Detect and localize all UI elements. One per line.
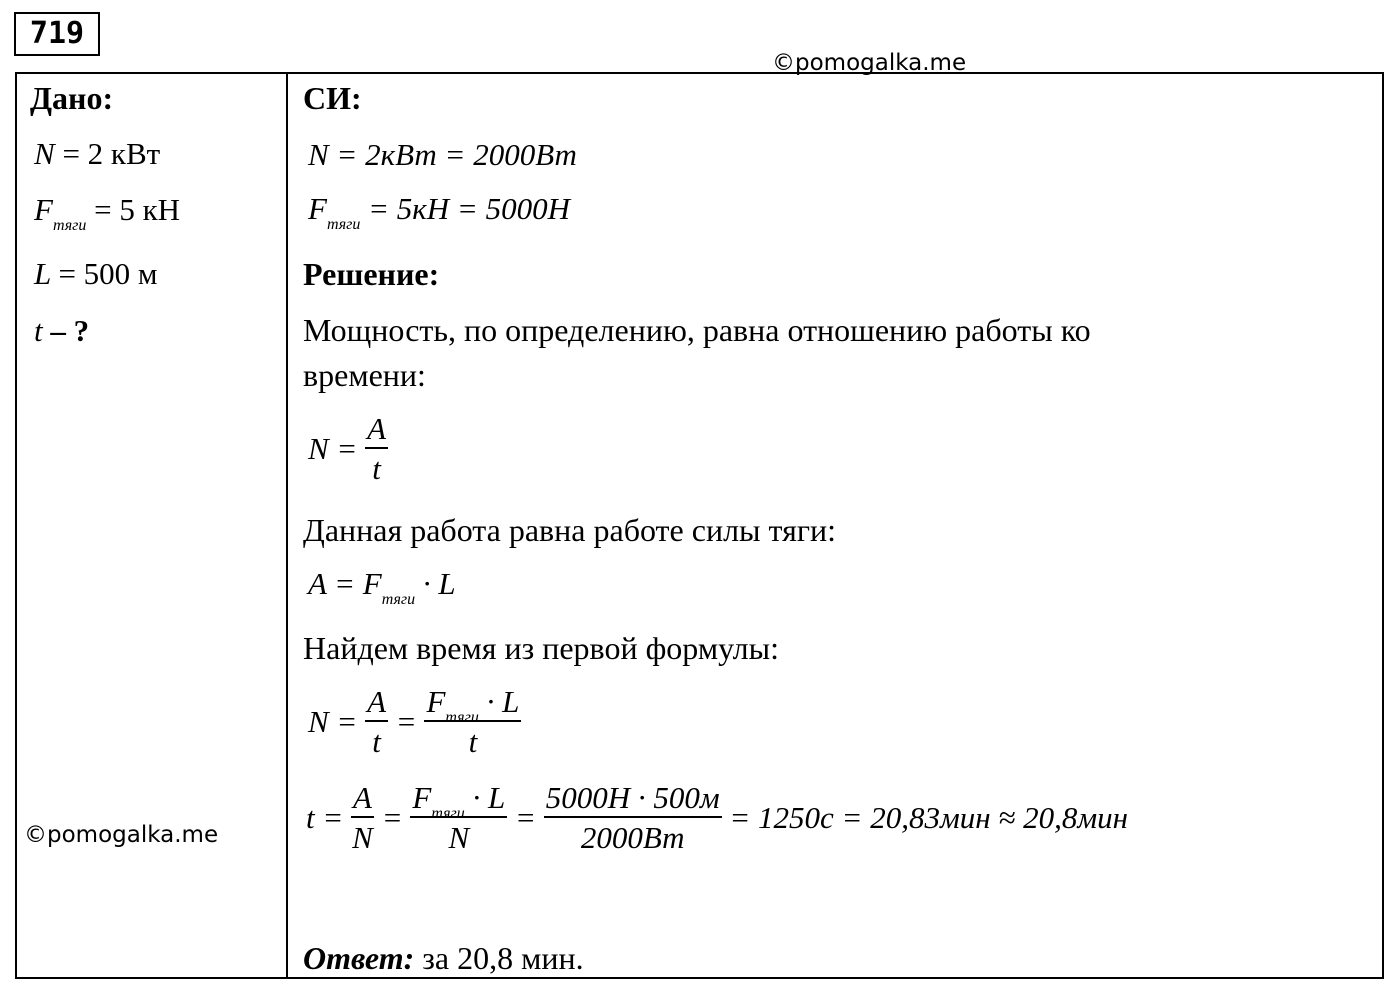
formula-work — [308, 566, 456, 608]
si-force-sub: тяги — [326, 216, 361, 233]
formula-4-numerator-3: 5000Н · 500м — [544, 782, 722, 818]
formula-4-num2-sub: тяги — [431, 805, 465, 822]
formula-3-fraction-1 — [365, 686, 388, 757]
formula-4-result: = 1250с = 20,83мин ≈ 20,8мин — [729, 800, 1129, 835]
given-force-sub: тяги — [52, 217, 87, 234]
answer-line — [303, 940, 584, 977]
formula-3-denominator-2: t — [468, 724, 478, 759]
formula-3-num2-sub: тяги — [445, 709, 479, 726]
answer-label: Ответ: — [303, 940, 415, 976]
column-divider — [286, 72, 288, 979]
formula-4-numerator-1: A — [351, 782, 374, 818]
formula-3-num2-symbol: F — [426, 684, 446, 719]
formula-4-denominator-2: N — [448, 820, 470, 855]
formula-4-fraction-1 — [351, 782, 374, 853]
solution-text-1: Мощность, по определению, равна отношению работы ко — [303, 312, 1091, 348]
si-line-power: N = 2кВт = 2000Вт — [308, 137, 577, 172]
given-force — [34, 192, 181, 234]
given-power — [34, 138, 160, 169]
formula-1-fraction — [365, 413, 388, 484]
formula-power-definition — [308, 413, 388, 484]
problem-number: 719 — [14, 12, 100, 56]
formula-4-denominator-1: N — [352, 820, 373, 855]
given-length-value: = 500 м — [58, 256, 158, 291]
given-length-symbol: L — [34, 256, 51, 291]
given-length — [34, 258, 158, 289]
formula-4-fraction-3 — [544, 782, 722, 853]
formula-2-lhs: A = F — [308, 566, 382, 601]
solution-text-1b: времени: — [303, 357, 426, 393]
si-heading: СИ: — [303, 80, 362, 116]
given-time — [34, 315, 89, 346]
formula-3-numerator-2 — [424, 684, 521, 726]
formula-1-denominator: t — [372, 451, 381, 486]
formula-2-sub: тяги — [381, 591, 416, 608]
formula-4-fraction-2 — [410, 782, 507, 853]
formula-3-num2-rest: · L — [486, 684, 520, 719]
si-line-force — [308, 191, 570, 233]
formula-4-numerator-2 — [410, 780, 507, 822]
si-force-symbol: F — [308, 191, 327, 226]
formula-2-rhs: · L — [422, 566, 456, 601]
formula-1-lhs: N = — [308, 431, 358, 466]
given-force-value: = 5 кН — [94, 192, 181, 227]
given-heading: Дано: — [30, 80, 114, 116]
given-power-value: = 2 кВт — [62, 136, 161, 171]
given-time-value: – ? — [50, 313, 90, 348]
formula-time — [306, 782, 1128, 853]
si-force-rest: = 5кН = 5000Н — [360, 191, 570, 226]
given-force-symbol: F — [34, 192, 53, 227]
formula-4-num2-symbol: F — [412, 780, 432, 815]
formula-3-numerator-1: A — [365, 686, 388, 722]
answer-text: за 20,8 мин. — [414, 940, 584, 976]
formula-power-expanded — [308, 686, 521, 757]
formula-3-equals: = — [395, 704, 417, 739]
formula-3-lhs: N = — [308, 704, 358, 739]
formula-4-denominator-3: 2000Вт — [580, 820, 685, 855]
formula-3-denominator-1: t — [372, 724, 381, 759]
watermark-bottom: ©pomogalka.me — [24, 822, 219, 848]
formula-4-lhs: t = — [306, 800, 344, 835]
formula-4-equals-2: = — [515, 800, 536, 835]
formula-1-numerator: A — [365, 413, 388, 449]
watermark-top: ©pomogalka.me — [772, 50, 967, 76]
given-time-symbol: t — [34, 313, 43, 348]
solution-text-2: Данная работа равна работе силы тяги: — [303, 512, 836, 548]
solution-text-3: Найдем время из первой формулы: — [303, 630, 780, 666]
formula-4-num2-rest: · L — [472, 780, 506, 815]
given-power-symbol: N — [34, 136, 55, 171]
solution-heading: Решение: — [303, 256, 440, 292]
formula-3-fraction-2 — [424, 686, 521, 757]
formula-4-equals-1: = — [381, 800, 403, 835]
